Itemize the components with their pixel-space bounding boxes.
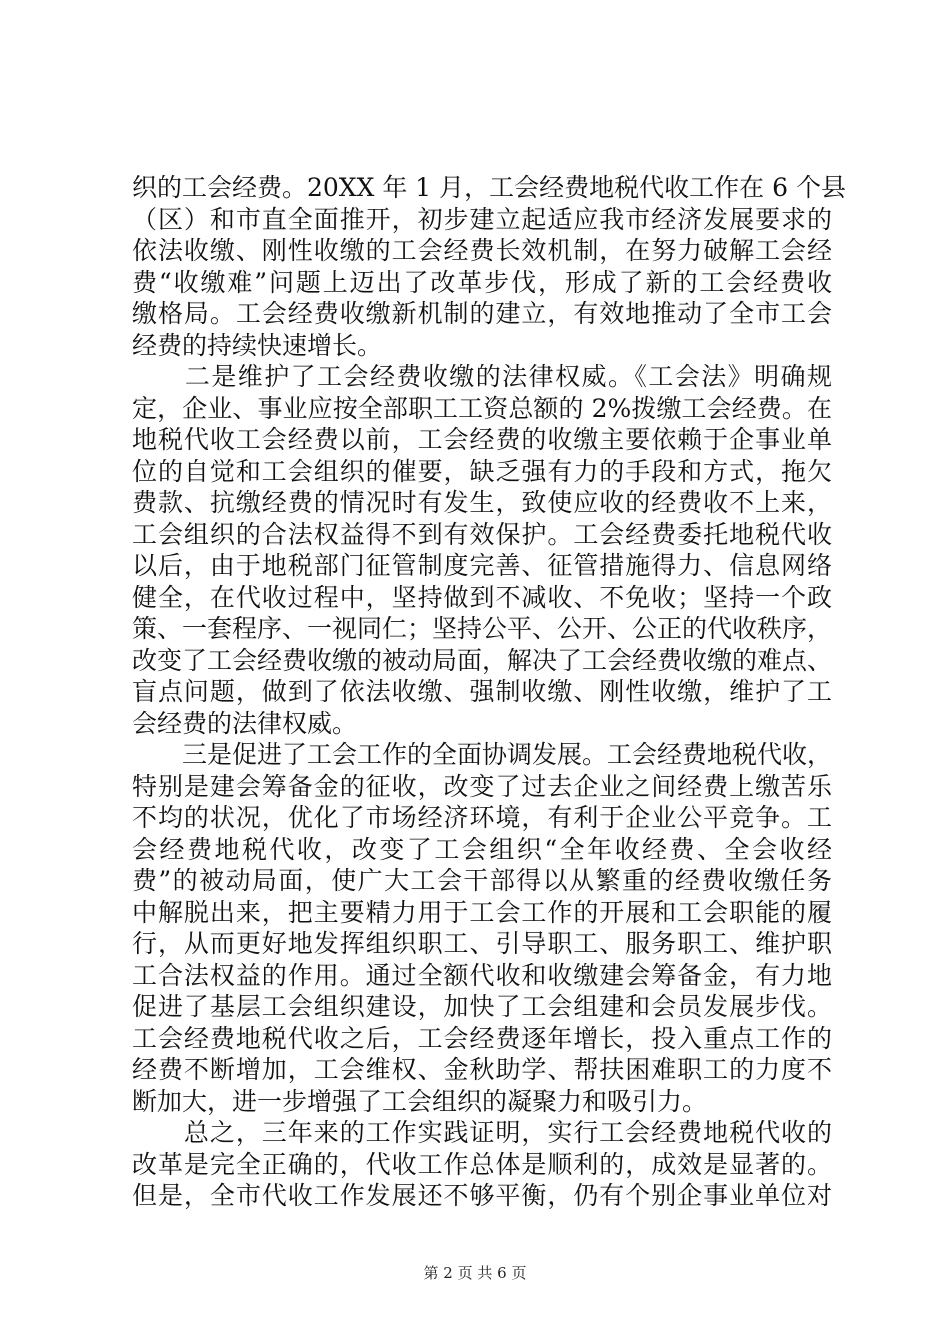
- text-line: 会经费地税代收，改变了工会组织“全年收经费、全会收经: [132, 834, 832, 864]
- text-line: 中解脱出来，把主要精力用于工会工作的开展和工会职能的履: [132, 897, 832, 927]
- text-line: 织的工会经费。20XX 年 1 月，工会经费地税代收工作在 6 个县: [132, 173, 846, 202]
- text-line: 依法收缴、刚性收缴的工会经费长效机制，在努力破解工会经: [132, 236, 832, 265]
- page-footer: [0, 1262, 950, 1283]
- text-line: 费“收缴难”问题上迈出了改革步伐，形成了新的工会经费收: [132, 267, 832, 297]
- text-line: 定，企业、事业应按全部职工工资总额的 2%拨缴工会经费。在: [132, 393, 832, 423]
- text-line: 不均的状况，优化了市场经济环境，有利于企业公平竞争。工: [132, 803, 832, 832]
- text-line: 经费的持续快速增长。: [132, 330, 383, 360]
- text-line: 费”的被动局面，使广大工会干部得以从繁重的经费收缴任务: [132, 866, 832, 895]
- text-line: 改革是完全正确的，代收工作总体是顺利的，成效是显著的。: [132, 1149, 832, 1179]
- text-line: 特别是建会筹备金的征收，改变了过去企业之间经费上缴苦乐: [132, 771, 832, 801]
- text-line: 工合法权益的作用。通过全额代收和收缴建会筹备金，有力地: [132, 960, 832, 990]
- text-line: 改变了工会经费收缴的被动局面，解决了工会经费收缴的难点、: [132, 645, 833, 675]
- text-line: 健全，在代收过程中，坚持做到不减收、不免收；坚持一个政: [132, 582, 832, 612]
- text-line: 以后，由于地税部门征管制度完善、征管措施得力、信息网络: [132, 551, 832, 580]
- text-line: 位的自觉和工会组织的催要，缺乏强有力的手段和方式，拖欠: [132, 456, 832, 486]
- body-text: [132, 172, 846, 1212]
- text-line: 工会经费地税代收之后，工会经费逐年增长，投入重点工作的: [132, 1023, 832, 1053]
- text-line: 费款、抗缴经费的情况时有发生，致使应收的经费收不上来，: [132, 488, 832, 517]
- text-line: 二是维护了工会经费收缴的法律权威。《工会法》明确规: [132, 362, 832, 391]
- text-line: （区）和市直全面推开，初步建立起适应我市经济发展要求的: [132, 204, 832, 234]
- text-line: 但是，全市代收工作发展还不够平衡，仍有个别企事业单位对: [132, 1181, 832, 1210]
- text-line: 缴格局。工会经费收缴新机制的建立，有效地推动了全市工会: [132, 299, 832, 328]
- text-line: 三是促进了工会工作的全面协调发展。工会经费地税代收，: [132, 740, 833, 769]
- text-line: 策、一套程序、一视同仁；坚持公平、公开、公正的代收秩序，: [132, 614, 833, 643]
- page-number: 第 2 页 共 6 页: [423, 1264, 527, 1282]
- text-line: 盲点问题，做到了依法收缴、强制收缴、刚性收缴，维护了工: [132, 677, 832, 706]
- text-line: 经费不断增加，工会维权、金秋助学、帮扶困难职工的力度不: [132, 1055, 832, 1084]
- text-line: 工会组织的合法权益得不到有效保护。工会经费委托地税代收: [132, 519, 832, 549]
- text-line: 地税代收工会经费以前，工会经费的收缴主要依赖于企事业单: [132, 425, 832, 454]
- text-line: 会经费的法律权威。: [132, 708, 358, 738]
- text-line: 行，从而更好地发挥组织职工、引导职工、服务职工、维护职: [132, 929, 832, 958]
- text-line: 总之，三年来的工作实践证明，实行工会经费地税代收的: [132, 1118, 832, 1147]
- text-line: 断加大，进一步增强了工会组织的凝聚力和吸引力。: [132, 1086, 708, 1116]
- text-line: 促进了基层工会组织建设，加快了工会组建和会员发展步伐。: [132, 992, 832, 1021]
